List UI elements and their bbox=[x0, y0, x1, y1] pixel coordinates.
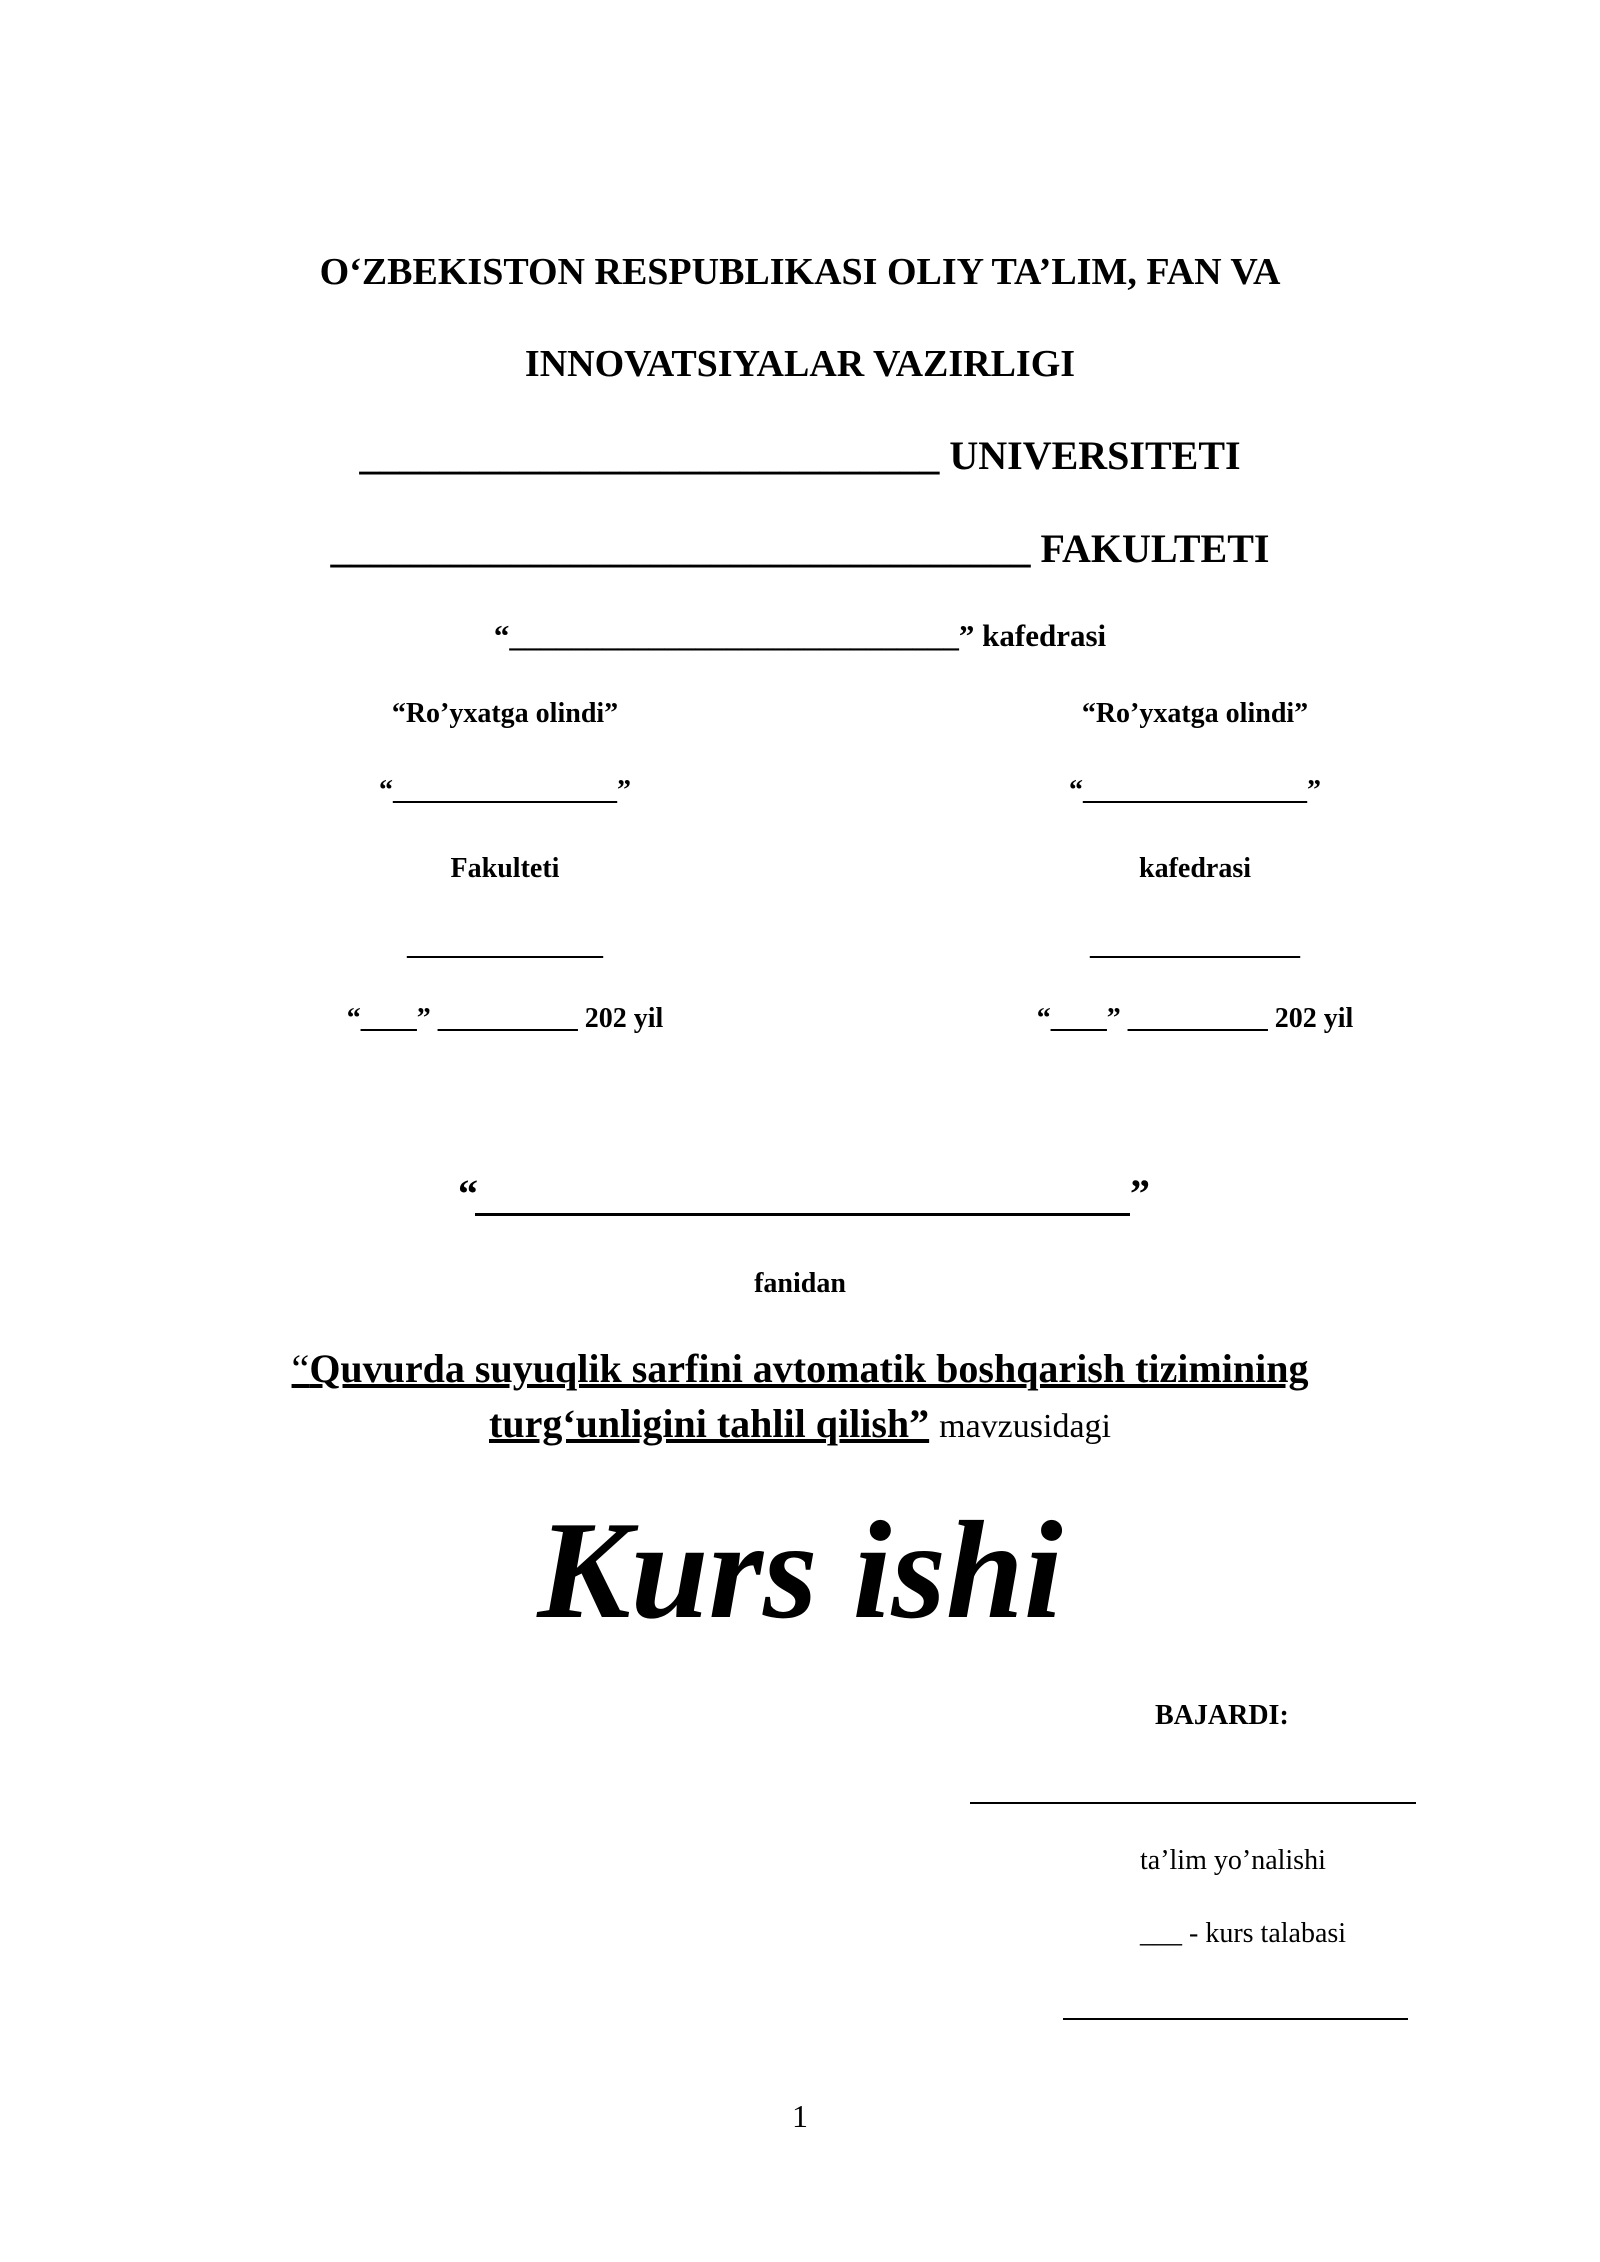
left-role-label: Fakulteti bbox=[450, 853, 560, 884]
university-line: _____________________________ UNIVERSITETI bbox=[359, 433, 1241, 478]
subject-label: fanidan bbox=[754, 1268, 846, 1299]
topic-open-quote: “ bbox=[291, 1346, 310, 1391]
subject-blank-line bbox=[475, 1213, 1130, 1216]
right-date-line: “____” __________ 202 yil bbox=[1036, 1003, 1354, 1034]
ministry-title-line2: INNOVATSIYALAR VAZIRLIGI bbox=[524, 343, 1076, 385]
document-title: Kurs ishi bbox=[537, 1493, 1063, 1648]
subject-close-quote: ” bbox=[1130, 1171, 1150, 1216]
right-sign-line: _______________ bbox=[1090, 930, 1300, 961]
ministry-title-line1: O‘ZBEKISTON RESPUBLIKASI OLIY TA’LIM, FAN VA bbox=[319, 251, 1281, 293]
left-sign-line: ______________ bbox=[407, 930, 603, 961]
topic-title-part2: turg‘unligini tahlil qilish” bbox=[489, 1401, 930, 1446]
performer-extra-line bbox=[1063, 2018, 1408, 2020]
page-number: 1 bbox=[792, 2098, 808, 2134]
topic-title-part1: Quvurda suyuqlik sarfini avtomatik boshqarish tizimining bbox=[309, 1346, 1309, 1391]
right-number-line: “________________” bbox=[1069, 775, 1321, 806]
department-line: “_____________________________” kafedrasi bbox=[493, 618, 1107, 653]
right-role-label: kafedrasi bbox=[1139, 853, 1251, 884]
right-registered-label: “Ro’yxatga olindi” bbox=[1081, 698, 1309, 729]
left-registered-label: “Ro’yxatga olindi” bbox=[391, 698, 619, 729]
performer-label: BAJARDI: bbox=[1155, 1700, 1289, 1731]
topic-suffix: mavzusidagi bbox=[939, 1408, 1111, 1445]
faculty-line: ___________________________________ FAKULTETI bbox=[330, 526, 1270, 571]
topic-line1 bbox=[0, 1345, 1600, 1392]
performer-name-line bbox=[970, 1802, 1416, 1804]
left-number-line: “________________” bbox=[379, 775, 631, 806]
subject-open-quote: “ bbox=[458, 1171, 478, 1216]
performer-direction: ta’lim yo’nalishi bbox=[1140, 1845, 1326, 1876]
topic-line2 bbox=[0, 1400, 1600, 1447]
left-date-line: “____” __________ 202 yil bbox=[346, 1003, 664, 1034]
performer-course: ___ - kurs talabasi bbox=[1140, 1918, 1347, 1949]
